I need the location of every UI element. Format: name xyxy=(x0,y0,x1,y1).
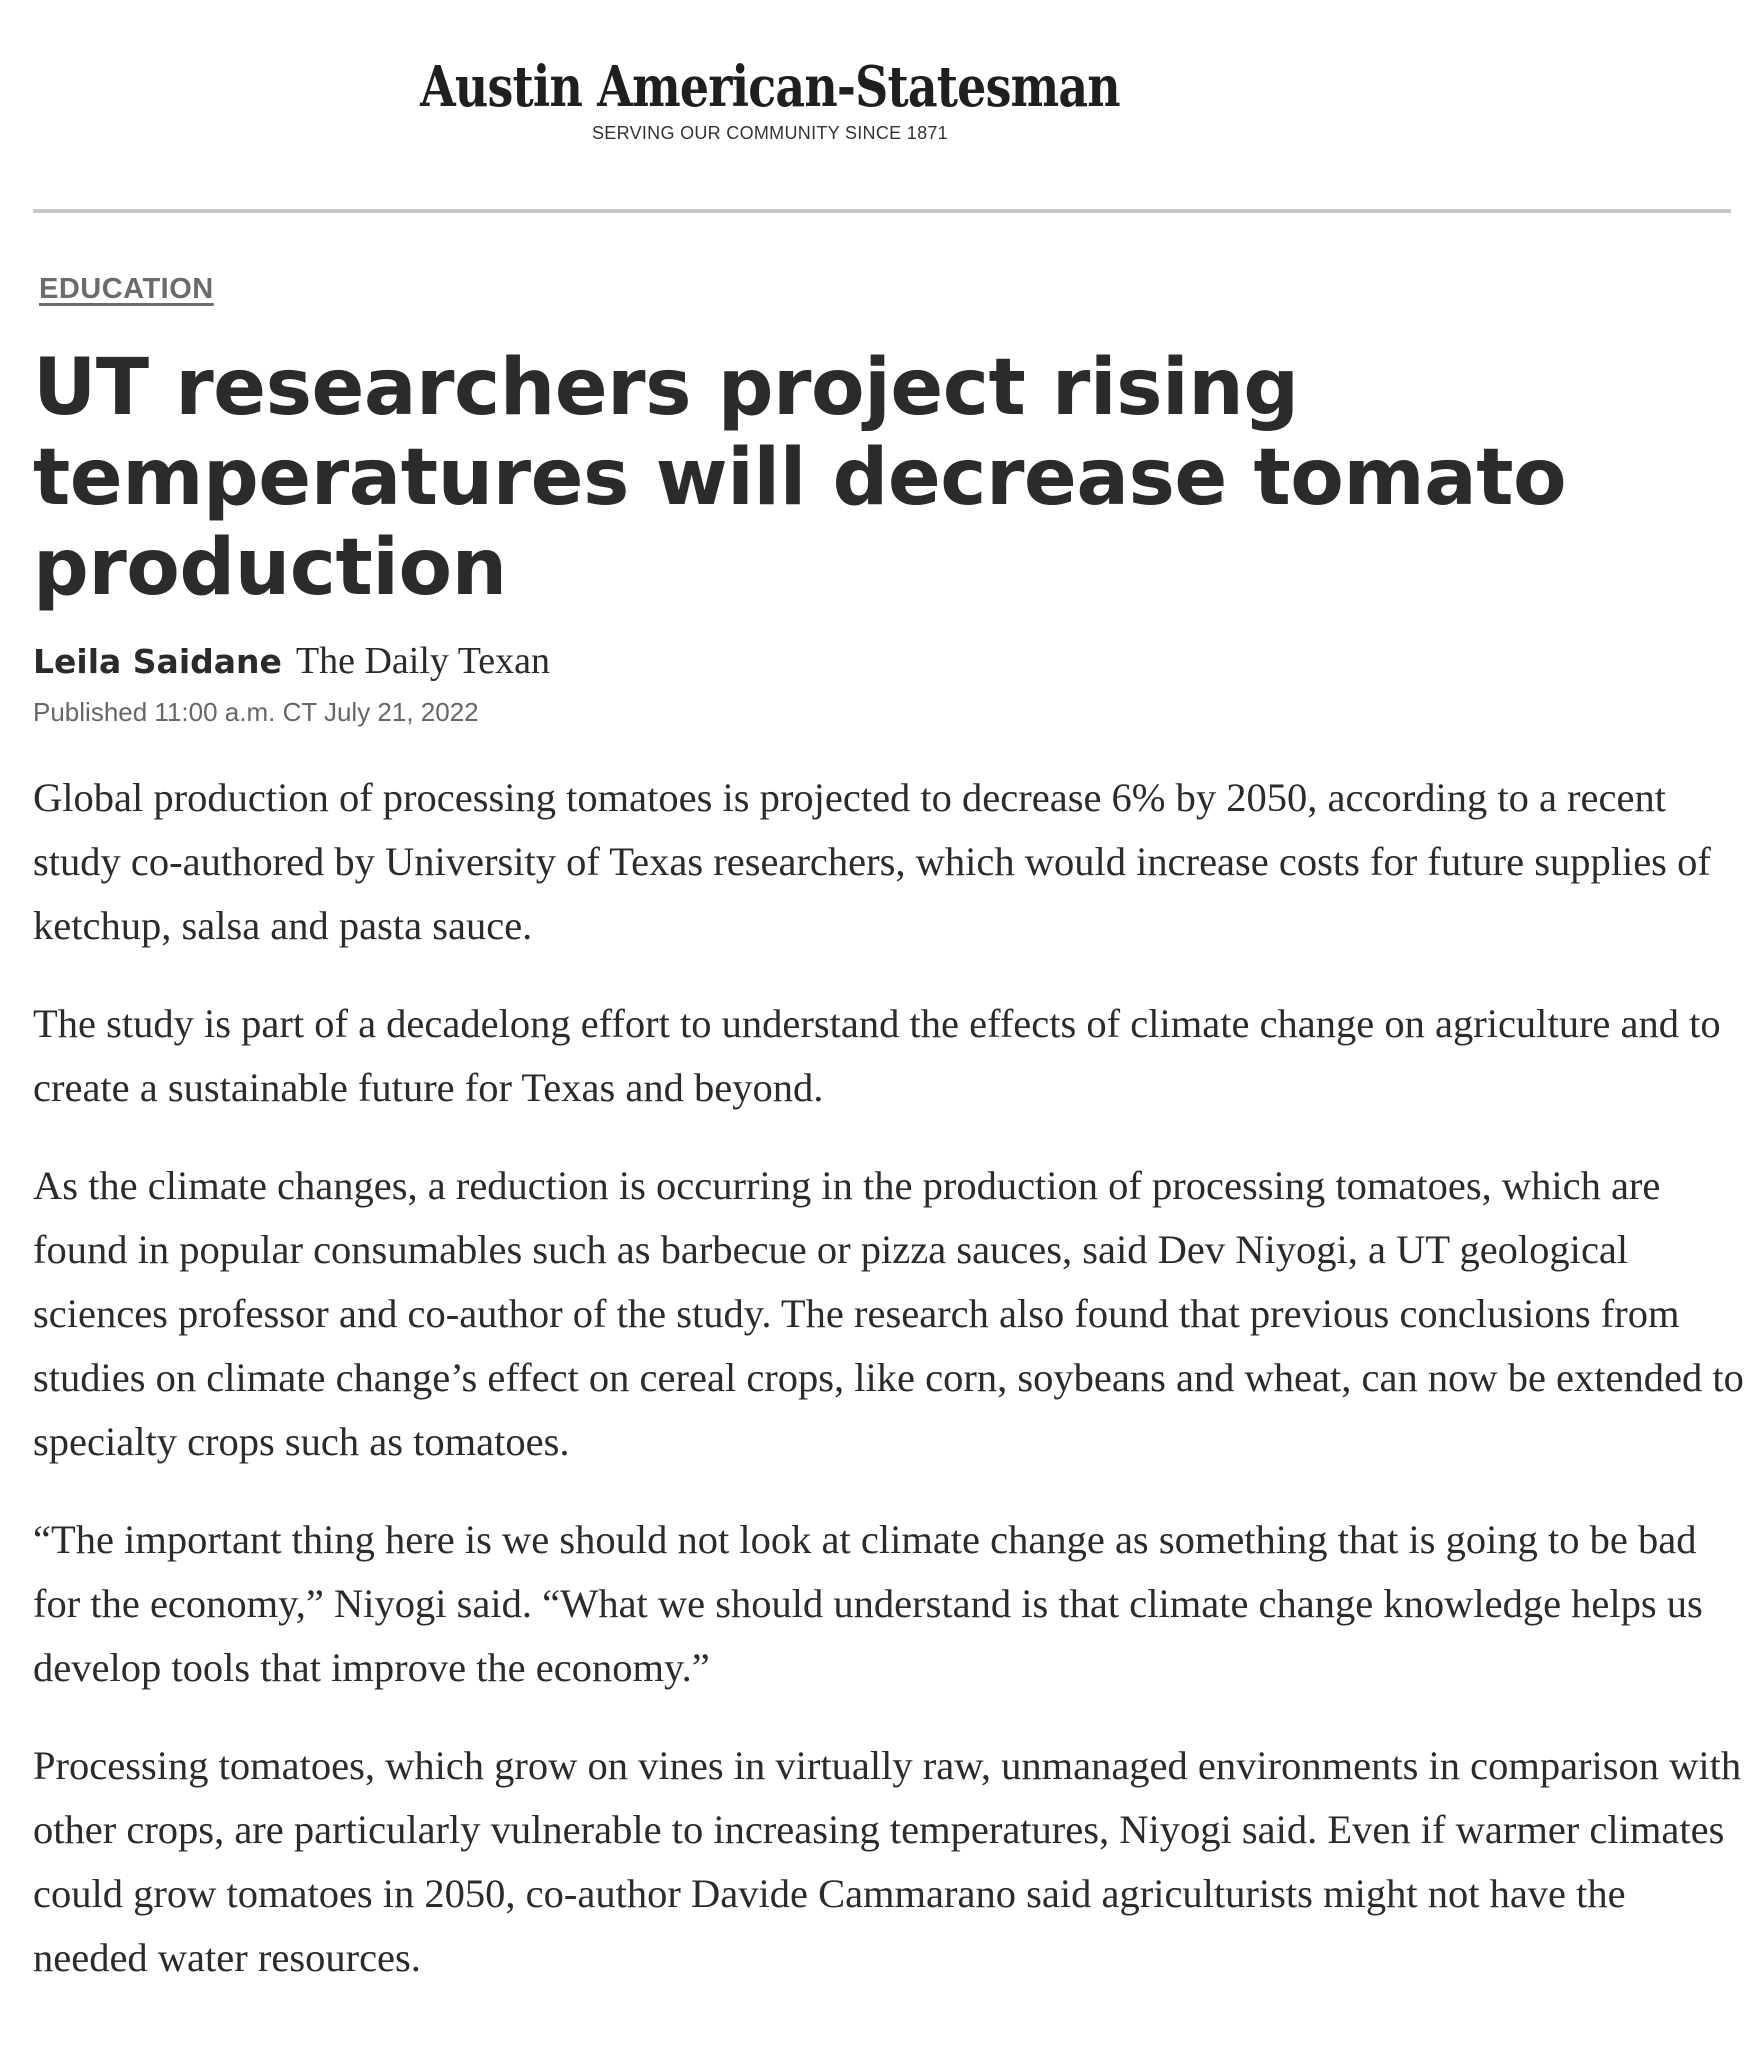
article-paragraph: Global production of processing tomatoes is projected to decrease 6% by 2050, according to a recent study co-authored by University of Texas researchers, which would increase costs for future supplies of ketchup, salsa and pasta sauce. xyxy=(33,775,1711,948)
newspaper-logo[interactable]: Austin American-Statesman xyxy=(420,54,1120,120)
header-divider xyxy=(33,209,1731,213)
article-paragraph: “The important thing here is we should not look at climate change as something that is going to be bad for the economy,” Niyogi said. “What we should understand is that climate change knowledge helps us develop tools that improve the economy.” xyxy=(33,1517,1703,1690)
article-body xyxy=(33,766,1748,2024)
masthead xyxy=(0,52,1540,144)
masthead-tagline: SERVING OUR COMMUNITY SINCE 1871 xyxy=(591,123,948,143)
article-headline: UT researchers project rising temperatures will decrease tomato production xyxy=(33,343,1567,613)
byline xyxy=(33,639,550,683)
author-name[interactable]: Leila Saidane xyxy=(33,642,282,681)
article-paragraph: Processing tomatoes, which grow on vines in virtually raw, unmanaged environments in comparison with other crops, are particularly vulnerable to increasing temperatures, Niyogi said. Even if warmer climates could grow tomatoes in 2050, co-author Davide Cammarano said agriculturists might not have the needed water resources. xyxy=(33,1743,1742,1980)
published-date: Published 11:00 a.m. CT July 21, 2022 xyxy=(33,697,479,727)
article-paragraph: As the climate changes, a reduction is occurring in the production of processing tomatoes, which are found in popular consumables such as barbecue or pizza sauces, said Dev Niyogi, a UT geological sciences professor and co-author of the study. The research also found that previous conclusions from studies on climate change’s effect on cereal crops, like corn, soybeans and wheat, can now be extended to specialty crops such as tomatoes. xyxy=(33,1163,1744,1464)
section-link-education[interactable]: EDUCATION xyxy=(39,273,214,305)
article-paragraph: The study is part of a decadelong effort to understand the effects of climate change on agriculture and to create a sustainable future for Texas and beyond. xyxy=(33,1001,1721,1110)
outlet-name: The Daily Texan xyxy=(295,640,551,682)
